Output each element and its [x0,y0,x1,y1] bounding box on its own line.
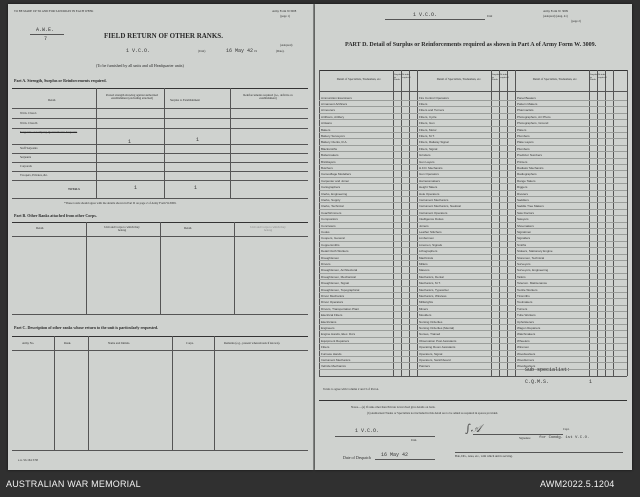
right-unit-field: 1 V.C.O. [413,12,438,18]
trade-row-line [319,132,627,133]
trade-item: Drivers, Transportation Plant [321,306,360,311]
part-a-row-7: Troopers, Privates, &c. [20,173,48,177]
part-a-header-surplus: Surplus to Establishment [170,98,200,102]
trade-item: Draughtsmen [321,255,340,260]
trade-item: Woodturners [517,358,535,362]
part-a-row-3: Sergeants or Company Quartermaster-Serjeants [20,130,78,134]
trade-item: Fitters, Railway Signal [419,140,449,145]
trade-item: Armament Artificers [321,102,348,106]
trade-row-line [319,138,627,139]
trade-item: Tailors [517,274,526,279]
commanding-line: for Comdg. 1st V.C.O. [539,436,590,440]
despatch-note: Bde, Div., Area, etc., with which unit is serving. [455,454,513,458]
trade-item: Toolmakers [517,300,533,305]
trade-row-line [319,164,627,165]
part-b-header-4: Unit and Corps to which they belong [250,225,286,232]
trade-item: Nursing Orderlies [419,319,443,324]
trade-row-line [319,151,627,152]
trade-item: Painters [419,364,431,369]
trade-item: Joiners [419,223,429,228]
trade-row-line [319,356,627,357]
part-c-header-rank: Rank. [64,341,72,345]
trade-item: Sawyers [517,217,529,222]
date-of-despatch-field: 16 May 42 [381,452,409,458]
trade-row-line [319,234,627,235]
trade-item: Operators, Signal [419,351,443,356]
trade-row-line [319,330,627,331]
trade-item: Coppersmiths [321,242,340,247]
trade-item: Gun Operators [419,172,439,177]
form-title: FIELD RETURN OF OTHER RANKS. [104,32,223,40]
totals-label: TOTALS [68,187,80,191]
trade-item: Driver Operators [321,300,344,305]
sub-specialist-label: Sub specialist: [525,367,571,373]
trade-item: Plumbers [517,146,530,151]
trade-row-line [319,126,627,127]
trade-item: Instrument Operators [419,210,448,215]
trade-item: Signallers [517,236,531,241]
trade-row-line [319,145,627,146]
trade-row-line [319,196,627,197]
trade-item: Signalmen [517,230,532,234]
trade-item: Armourers [321,108,336,113]
trade-item: Mechanics, Dental [419,274,444,279]
trade-item: Photographers, Ground [517,121,549,126]
trade-item: Textile Workers [517,287,538,292]
date-label: (Date). [276,49,285,53]
trade-item: Upholsterers [517,319,535,324]
signature-label: Signature [519,436,531,440]
trade-item: Compositors [321,217,338,222]
trade-row-line [319,222,627,223]
trade-row-line [319,215,627,216]
trade-item: Millers [419,262,428,266]
trade-item: Surveyors [517,262,531,266]
trade-row-line [319,202,627,203]
part-a-row-4: Staff Serjeants [20,146,38,150]
trade-item: Predictor Numbers [517,153,543,158]
trade-row-line [319,260,627,261]
trade-item: Instrument Mechanics, Nautical [419,204,461,209]
year-prefix: 19 [254,49,257,53]
right-unit-label: Unit [487,14,493,18]
trade-row-line [319,119,627,120]
note-a: Notes.—(a) If rank other than Private is involved give details on back. [351,405,436,409]
trade-item: Leather Stitchers [419,230,442,234]
trade-item: Blacksmiths [321,146,338,151]
trade-item: Draughtsmen, Architectural [321,268,358,273]
trade-item: Moulders [419,313,432,318]
trade-item: Fitters, M.T. [419,134,435,138]
trade-item: Woodworkers [517,351,536,356]
trade-row-line [319,343,627,344]
trade-item: Fitters, Cycle [419,114,437,119]
trade-item: Instrument Mechanics [419,198,449,202]
trade-item: Pharmacists [517,108,534,113]
trade-row-line [319,279,627,280]
trade-row-line [319,305,627,306]
trade-item: Fitters and Turners [419,108,445,113]
unit-label: (Unit) [198,49,206,53]
part-d-totals-note: Totals to agree with Column 2 and 3 of Part A. [323,387,380,391]
trade-item: Telecom. Maintenance [517,281,548,286]
trade-item: Camouflage Modellers [321,172,352,177]
trade-row-line [319,106,627,107]
trade-row-line [319,228,627,229]
part-b-title: Part B. Other Ranks attached from other Corps. [14,213,97,218]
trade-row-line [319,190,627,191]
trade-item: Fire Control Operators [419,95,449,100]
trade-row-line [319,298,627,299]
trade-item: Platers [517,127,527,132]
trade-row-line [319,292,627,293]
trade-item: Operating Room Assistants [419,345,456,350]
trade-item: Clerks, Supply [321,198,341,202]
part-a-row-1: W.Os. Class I. [20,111,38,115]
trade-item: Pattern Makers [517,102,538,106]
trade-row-line [319,362,627,363]
trade-row-line [319,337,627,338]
left-page-number: (page 1) [280,14,290,18]
sub-specialist-rank: C.Q.M.S. [525,379,550,385]
caption-institution: AUSTRALIAN WAR MEMORIAL [6,479,141,489]
trade-row-line [319,170,627,171]
sub-header-surplus-3: Surplus to Estab. [590,73,598,81]
trade-row-line [319,177,627,178]
right-adopted: (Adopted) (Aug. 41) [543,14,568,18]
trade-item: Mechanics, M.T. [419,281,441,286]
trade-item: Artisans [321,121,332,126]
trade-item: Coopers, General [321,236,345,241]
part-b-header-3: Detail. [184,226,193,230]
sub-header-surplus-2: Surplus to Estab. [492,73,500,81]
trade-row-line [319,209,627,210]
trade-item: Height Takers [419,185,438,190]
part-d-title: PART D. Detail of Surplus or Reinforcements required as shown in Part A of Army Form W. 3009. [345,42,597,48]
trade-row-line [319,247,627,248]
part-a-title: Part A. Strength, Surplus or Reinforcements required. [14,78,107,83]
part-a-header-posted: Posted strength showing against authorized establishment (excluding attached) [106,93,158,100]
trade-item: Masons [419,268,430,273]
trade-row-line [319,113,627,114]
trade-item: Draughtsmen, Mechanical [321,274,356,279]
trade-item: Smiths [517,242,527,247]
trade-item: Vehicle Mechanics [321,364,346,369]
trade-row-line [319,286,627,287]
trade-item: Fitters, Motor [419,127,437,132]
trade-item: Limbermen [419,236,435,241]
part-c-header-name: Name and Initials. [108,341,131,345]
footer-unit-label: Unit. [411,438,418,442]
totals-posted: 1 [134,185,138,191]
part-a-row-2: W.Os. Class II. [20,121,39,125]
trade-item: Radiator Mechanics [517,166,544,170]
trade-item: Gun Layers [419,159,435,164]
trade-item: Engine Hands, Elec. Dvrs [321,332,356,337]
trade-item: Boilermakers [321,153,339,158]
trade-item: Nursing Orderlies (Mental) [419,326,455,330]
trade-item: Saddle Tree Makers [517,204,544,209]
rank-label: Capt. [563,427,570,431]
trade-item: Machinists [419,255,434,260]
sub-header-surplus-1: Surplus to Estab. [394,73,402,81]
trade-item: Millwrights [419,300,434,305]
trade-item: Lithographers [419,249,438,254]
trade-item: Riggers [517,185,528,190]
date-field: 16 May 42 [226,48,254,54]
trade-item: Bakers [321,127,331,132]
trade-row-line [319,318,627,319]
trade-item: Grinders [419,153,431,158]
caption-accession-number: AWM2022.5.1204 [540,479,615,489]
trade-item: Range Takers [517,178,536,183]
trade-item: Operators, Switchboard [419,358,451,362]
footer-unit-field: 1 V.C.O. [355,428,380,434]
instruction-text: (To be furnished by all units and all Headquarter units) [96,63,184,68]
note-b: (b) Authorised Trades or Specialists not included in this detail are to be added as required in spaces provided. [367,411,499,415]
trade-item: Clerks, Engineering [321,191,348,196]
trade-item: Fitters [419,102,428,106]
trade-row-line [319,100,627,101]
trade-item: Engineers [321,326,335,330]
part-a-posted-value: 1 [128,139,132,145]
trade-item: Turners [517,306,528,311]
part-c-header-corps: Corps. [186,341,194,345]
trade-row-line [319,241,627,242]
part-c-header-remarks: Remarks (e.g., present whereabouts if known). [224,341,281,345]
top-notice: TO BE MADE UP TO AND FOR SATURDAY IN EACH WEEK [14,9,94,13]
handwritten-signature: ∫𝒜 [465,422,482,435]
trade-row-line [319,254,627,255]
trade-item: Electricians [321,319,337,324]
trade-item: Linemen, Signals [419,242,443,247]
trade-item: Equipment Repairers [321,338,350,343]
trade-item: Printers [517,159,528,164]
left-form-number: Army Form W.3008 [272,9,297,13]
sub-header-reinf-3: Reinfts. required [598,73,607,79]
part-b-header-2: Unit and Corps to which they belong [104,225,140,232]
part-a-header-detail: Detail. [48,98,57,102]
part-c-header-army-no: Army No. [22,341,35,345]
trade-item: Woodworkers [517,364,536,369]
trade-item: Panel Beaters [517,95,536,100]
trade-item: Bricklayers [321,159,336,164]
col-header-1: Detail of Specialists, Tradesmen, etc. [336,77,382,81]
part-a-row-5: Serjeants [20,155,31,159]
trade-item: Clerks, Technical [321,204,344,209]
trade-item: Harnessmakers [419,178,441,183]
trade-item: Wagon Repairers [517,326,541,330]
trade-item: Mechanics, Typewriter [419,287,449,292]
trade-item: Photographers, Air Photo [517,114,551,119]
trade-item: Riveters [517,191,529,196]
trade-item: Plate Layers [517,140,534,145]
left-footer-code: s.w. Sh 164 3/38 [18,458,38,462]
trade-item: Nurses, Trained [419,332,441,337]
trade-item: Furnace Hands [321,351,342,356]
trade-item: Ammunition Examiners [321,95,352,100]
unit-abbrev: A.W.E. [36,27,55,33]
trade-item: Electrical Fitters [321,313,343,318]
trade-item: Cartographers [321,185,341,190]
trade-row-line [319,158,627,159]
trade-item: Fitters, Signal [419,146,438,151]
trade-item: Stokers, Stationary Engine [517,249,553,254]
trade-item: Coachtrimmers [321,210,342,215]
unit-number: 7 [44,36,48,42]
unit-field: 1 V.C.O. [126,48,151,54]
part-b-header-1: Detail. [36,226,45,230]
trade-item: Wheelers [517,338,530,343]
right-page-number: (page 2) [571,19,581,23]
trade-item: H.F.D. Mechanics [419,166,443,170]
trade-item: Saddlers [517,198,529,202]
trade-row-line [319,266,627,267]
trade-row-line [319,324,627,325]
trade-row-line [319,350,627,351]
trade-item: Radiographers [517,172,537,177]
trade-item: Carpenter and Joiner [321,178,350,183]
trade-item: Intelligence Duties [419,217,444,222]
trade-item: Mechanics, Wireless [419,294,447,298]
trade-item: Tube Workers [517,313,536,318]
right-form-number: Army Form W. 3009 [543,9,569,13]
trade-item: Driver Mechanics [321,294,345,298]
trade-item: Fitters [321,345,330,350]
trade-item: Storemen, Technical [517,255,545,260]
trade-item: Wiremen [517,345,530,350]
sub-specialist-count: 1 [589,379,593,385]
trade-item: Instrument Mechanics [321,358,351,362]
trade-row-line [319,369,627,370]
part-a-header-reinforcements: Reinforcements required (i.e., deficits on establishment) [243,93,293,100]
trade-item: Observation Post Assistants [419,338,457,343]
trade-item: Draughtsmen, Topographical [321,287,360,292]
totals-note: *These totals should agree with the details shown in Part D on page 2 of Army Form W.3009. [64,201,177,205]
part-a-row-6: Corporals [20,164,32,168]
trade-item: Watchmakers [517,332,536,337]
trade-item: Drivers [321,262,331,266]
totals-surplus: 1 [194,185,198,191]
trade-row-line [319,273,627,274]
sub-header-reinf-1: Reinfts. required [402,73,411,79]
trade-item: Battery Clerks, R.A. [321,140,348,145]
right-page [315,4,632,470]
trade-item: Butchers [321,166,333,170]
trade-item: Tinsmiths [517,294,530,298]
trade-item: Artificers, Artillery [321,114,345,119]
trade-item: Draughtsmen, Signal [321,281,350,286]
trade-item: Miners [419,306,429,311]
trade-item: Detail Cloth Workers [321,249,349,254]
trade-item: Saw Doctors [517,210,535,215]
trade-row-line [319,183,627,184]
trade-item: Plumbers [517,134,530,138]
trade-row-line [319,311,627,312]
adopted-label: (Adopted) [280,43,293,47]
trade-item: Hole Operators [419,191,440,196]
trade-item: Fitters, Gun [419,121,435,126]
trade-item: Battery Surveyors [321,134,345,138]
col-header-3: Detail of Specialists, Tradesmen, etc. [532,77,578,81]
trade-item: Concreters [321,223,336,228]
col-header-2: Detail of Specialists, Tradesmen, etc. [436,77,482,81]
trade-item: Surveyors, Engineering [517,268,549,273]
part-a-surplus-value: 1 [196,137,200,143]
trade-item: Cooks [321,230,330,234]
part-c-title: Part C. Description of other ranks whose return to the unit is particularly requested. [14,325,159,330]
date-of-despatch-label: Date of Despatch [343,455,371,460]
trade-item: Shoemakers [517,223,534,228]
left-page [8,4,313,470]
sub-header-reinf-2: Reinfts. required [500,73,509,79]
